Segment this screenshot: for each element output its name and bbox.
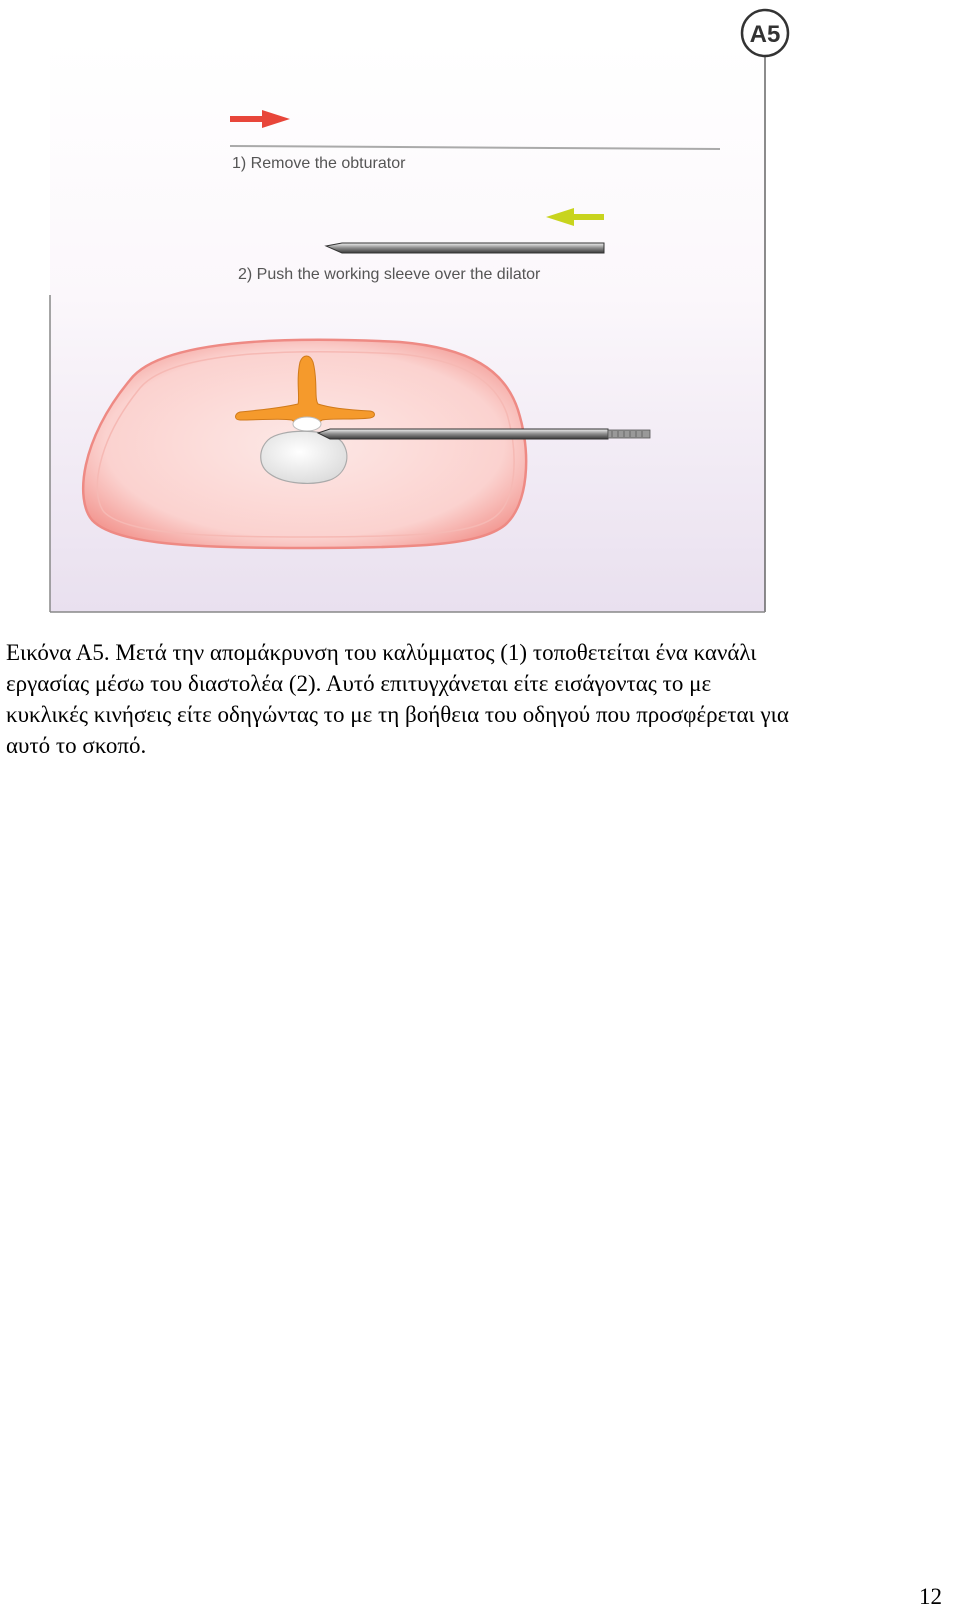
working-channel-instrument — [318, 429, 650, 439]
badge-label: A5 — [749, 21, 781, 48]
caption-line-3: κυκλικές κινήσεις είτε οδηγώντας το με τη βοήθεια του οδηγού που προσφέρεται για — [6, 702, 789, 727]
illustration-figure — [0, 0, 960, 620]
caption-line-4: αυτό το σκοπό. — [6, 733, 147, 758]
page-number: 12 — [919, 1584, 942, 1609]
figure-badge — [742, 10, 788, 56]
step1-text: 1) Remove the obturator — [232, 155, 406, 172]
caption-line-1: Εικόνα Α5. Μετά την απομάκρυνση του καλύμματος (1) τοποθετείται ένα κανάλι — [6, 640, 757, 665]
working-sleeve — [326, 243, 604, 253]
caption-line-2: εργασίας μέσω του διαστολέα (2). Αυτό επιτυγχάνεται είτε εισάγοντας το με — [6, 671, 712, 696]
spinal-canal — [293, 417, 321, 431]
step2-text: 2) Push the working sleeve over the dilator — [238, 266, 541, 283]
